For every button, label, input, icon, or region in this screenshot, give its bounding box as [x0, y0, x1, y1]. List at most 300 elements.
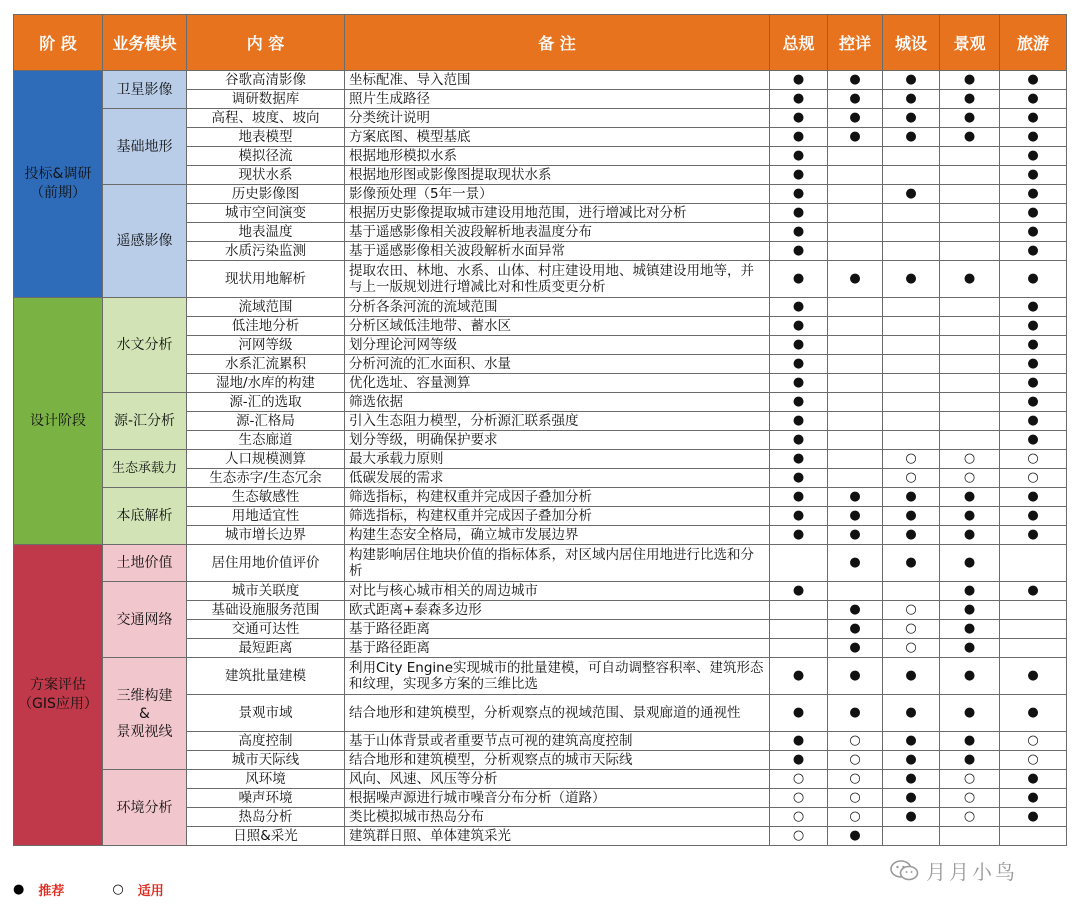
mark-lvyou: ●	[1000, 166, 1067, 185]
watermark-text: 月月小鸟	[926, 860, 1018, 884]
mark-lvyou: ●	[1000, 658, 1067, 695]
mark-zonggui: ●	[770, 469, 828, 488]
mark-chengshe: ●	[883, 695, 940, 732]
note-cell: 基于山体背景或者重要节点可视的建筑高度控制	[345, 732, 770, 751]
note-cell: 划分理论河网等级	[345, 336, 770, 355]
mark-kongxiang	[828, 298, 883, 317]
mark-zonggui: ●	[770, 223, 828, 242]
header-note: 备 注	[345, 15, 770, 71]
mark-kongxiang: ●	[828, 261, 883, 298]
mark-jingguan	[940, 298, 1000, 317]
mark-lvyou: ○	[1000, 450, 1067, 469]
mark-zonggui: ●	[770, 658, 828, 695]
mark-chengshe: ●	[883, 90, 940, 109]
mark-lvyou: ●	[1000, 147, 1067, 166]
content-cell: 人口规模测算	[187, 450, 345, 469]
mark-jingguan: ●	[940, 526, 1000, 545]
content-cell: 地表模型	[187, 128, 345, 147]
content-cell: 热岛分析	[187, 808, 345, 827]
mark-kongxiang: ●	[828, 526, 883, 545]
mark-kongxiang: ○	[828, 732, 883, 751]
module-cell: 卫星影像	[103, 71, 187, 109]
mark-lvyou: ●	[1000, 808, 1067, 827]
mark-chengshe	[883, 355, 940, 374]
table-row	[14, 545, 1067, 582]
mark-chengshe: ●	[883, 789, 940, 808]
mark-kongxiang: ●	[828, 488, 883, 507]
mark-zonggui: ●	[770, 185, 828, 204]
module-cell: 遥感影像	[103, 185, 187, 298]
mark-lvyou: ●	[1000, 582, 1067, 601]
content-cell: 源-汇的选取	[187, 393, 345, 412]
mark-jingguan	[940, 827, 1000, 846]
mark-jingguan: ●	[940, 545, 1000, 582]
mark-chengshe: ●	[883, 185, 940, 204]
content-cell: 噪声环境	[187, 789, 345, 808]
mark-zonggui: ●	[770, 90, 828, 109]
table-row	[14, 450, 1067, 469]
mark-kongxiang	[828, 336, 883, 355]
note-cell: 基于遥感影像相关波段解析水面异常	[345, 242, 770, 261]
mark-lvyou: ●	[1000, 355, 1067, 374]
note-cell: 筛选指标，构建权重并完成因子叠加分析	[345, 488, 770, 507]
mark-jingguan: ●	[940, 732, 1000, 751]
mark-chengshe: ●	[883, 128, 940, 147]
note-cell: 基于路径距离	[345, 620, 770, 639]
content-cell: 高程、坡度、坡向	[187, 109, 345, 128]
note-cell: 风向、风速、风压等分析	[345, 770, 770, 789]
mark-kongxiang: ●	[828, 507, 883, 526]
mark-chengshe: ●	[883, 109, 940, 128]
mark-jingguan: ●	[940, 507, 1000, 526]
mark-zonggui: ●	[770, 450, 828, 469]
stage-label: 投标&调研 （前期）	[24, 166, 92, 201]
mark-chengshe	[883, 336, 940, 355]
mark-zonggui: ●	[770, 166, 828, 185]
mark-zonggui	[770, 639, 828, 658]
mark-lvyou: ●	[1000, 770, 1067, 789]
table-row	[14, 658, 1067, 695]
content-cell: 谷歌高清影像	[187, 71, 345, 90]
mark-lvyou: ●	[1000, 789, 1067, 808]
content-cell: 调研数据库	[187, 90, 345, 109]
module-cell: 生态承载力	[103, 450, 187, 488]
mark-zonggui: ●	[770, 431, 828, 450]
mark-zonggui: ●	[770, 336, 828, 355]
content-cell: 河网等级	[187, 336, 345, 355]
mark-jingguan	[940, 412, 1000, 431]
mark-jingguan: ○	[940, 450, 1000, 469]
mark-zonggui: ●	[770, 751, 828, 770]
mark-zonggui: ●	[770, 109, 828, 128]
mark-kongxiang: ○	[828, 789, 883, 808]
mark-kongxiang	[828, 166, 883, 185]
content-cell: 模拟径流	[187, 147, 345, 166]
mark-lvyou	[1000, 545, 1067, 582]
note-cell: 根据地形模拟水系	[345, 147, 770, 166]
note-cell: 建筑群日照、单体建筑采光	[345, 827, 770, 846]
mark-zonggui	[770, 601, 828, 620]
module-cell: 源-汇分析	[103, 393, 187, 450]
note-cell: 筛选依据	[345, 393, 770, 412]
content-cell: 水系汇流累积	[187, 355, 345, 374]
table-row	[14, 109, 1067, 128]
content-cell: 城市关联度	[187, 582, 345, 601]
mark-zonggui: ●	[770, 128, 828, 147]
mark-kongxiang: ●	[828, 109, 883, 128]
mark-zonggui: ●	[770, 695, 828, 732]
mark-kongxiang	[828, 412, 883, 431]
content-cell: 建筑批量建模	[187, 658, 345, 695]
mark-zonggui	[770, 545, 828, 582]
mark-kongxiang: ●	[828, 90, 883, 109]
mark-chengshe	[883, 412, 940, 431]
mark-chengshe: ●	[883, 808, 940, 827]
content-cell: 流域范围	[187, 298, 345, 317]
mark-jingguan	[940, 223, 1000, 242]
note-cell: 利用City Engine实现城市的批量建模，可自动调整容积率、建筑形态和纹理，实现多方案的三维比选	[345, 658, 770, 695]
table-row	[14, 393, 1067, 412]
mark-lvyou	[1000, 639, 1067, 658]
mark-kongxiang: ○	[828, 751, 883, 770]
note-cell: 结合地形和建筑模型，分析观察点的城市天际线	[345, 751, 770, 770]
mark-kongxiang	[828, 317, 883, 336]
note-cell: 构建生态安全格局，确立城市发展边界	[345, 526, 770, 545]
mark-chengshe: ●	[883, 751, 940, 770]
content-cell: 水质污染监测	[187, 242, 345, 261]
content-cell: 城市天际线	[187, 751, 345, 770]
table-row	[14, 770, 1067, 789]
mark-lvyou: ○	[1000, 469, 1067, 488]
mark-chengshe: ○	[883, 620, 940, 639]
mark-chengshe	[883, 827, 940, 846]
mark-zonggui: ●	[770, 393, 828, 412]
mark-kongxiang: ●	[828, 620, 883, 639]
content-cell: 交通可达性	[187, 620, 345, 639]
mark-kongxiang	[828, 450, 883, 469]
mark-jingguan: ●	[940, 582, 1000, 601]
mark-kongxiang	[828, 582, 883, 601]
mark-kongxiang: ●	[828, 658, 883, 695]
mark-jingguan: ●	[940, 488, 1000, 507]
content-cell: 生态敏感性	[187, 488, 345, 507]
content-cell: 用地适宜性	[187, 507, 345, 526]
note-cell: 构建影响居住地块价值的指标体系，对区域内居住用地进行比选和分析	[345, 545, 770, 582]
mark-zonggui: ●	[770, 355, 828, 374]
table-row	[14, 488, 1067, 507]
note-cell: 照片生成路径	[345, 90, 770, 109]
mark-chengshe: ●	[883, 71, 940, 90]
mark-chengshe: ○	[883, 601, 940, 620]
mark-kongxiang	[828, 147, 883, 166]
content-cell: 生态廊道	[187, 431, 345, 450]
mark-jingguan	[940, 355, 1000, 374]
mark-kongxiang: ○	[828, 770, 883, 789]
mark-jingguan	[940, 431, 1000, 450]
mark-chengshe: ●	[883, 261, 940, 298]
note-cell: 低碳发展的需求	[345, 469, 770, 488]
mark-chengshe: ●	[883, 507, 940, 526]
table-row	[14, 71, 1067, 90]
mark-lvyou	[1000, 620, 1067, 639]
mark-jingguan	[940, 242, 1000, 261]
applicable-circle-icon: ○	[112, 882, 124, 897]
note-cell: 欧式距离+泰森多边形	[345, 601, 770, 620]
mark-chengshe	[883, 374, 940, 393]
header-chengshe: 城设	[883, 15, 940, 71]
mark-chengshe: ●	[883, 526, 940, 545]
mark-zonggui: ●	[770, 732, 828, 751]
mark-lvyou: ●	[1000, 431, 1067, 450]
recommended-dot-icon: ●	[13, 882, 25, 897]
content-cell: 景观市域	[187, 695, 345, 732]
stage-cell	[14, 298, 103, 545]
legend-recommended-label: 推荐	[38, 884, 65, 899]
mark-zonggui: ●	[770, 317, 828, 336]
note-cell: 最大承载力原则	[345, 450, 770, 469]
mark-jingguan	[940, 336, 1000, 355]
module-cell: 环境分析	[103, 770, 187, 846]
mark-zonggui: ○	[770, 770, 828, 789]
mark-kongxiang	[828, 469, 883, 488]
content-cell: 生态赤字/生态冗余	[187, 469, 345, 488]
header-stage: 阶 段	[14, 15, 103, 71]
mark-kongxiang	[828, 374, 883, 393]
module-cell: 三维构建 & 景观视线	[103, 658, 187, 770]
mark-lvyou: ●	[1000, 223, 1067, 242]
gis-application-table	[13, 14, 1067, 846]
mark-lvyou: ●	[1000, 242, 1067, 261]
mark-zonggui: ●	[770, 526, 828, 545]
mark-lvyou: ○	[1000, 751, 1067, 770]
mark-jingguan	[940, 166, 1000, 185]
mark-jingguan: ○	[940, 770, 1000, 789]
mark-chengshe	[883, 317, 940, 336]
mark-lvyou	[1000, 827, 1067, 846]
mark-lvyou	[1000, 601, 1067, 620]
mark-kongxiang	[828, 185, 883, 204]
mark-kongxiang: ●	[828, 128, 883, 147]
note-cell: 基于路径距离	[345, 639, 770, 658]
content-cell: 基础设施服务范围	[187, 601, 345, 620]
module-cell: 交通网络	[103, 582, 187, 658]
stage-label: 设计阶段	[30, 412, 86, 429]
mark-zonggui: ●	[770, 71, 828, 90]
header-content: 内 容	[187, 15, 345, 71]
note-cell: 优化选址、容量测算	[345, 374, 770, 393]
mark-chengshe	[883, 166, 940, 185]
mark-zonggui: ●	[770, 242, 828, 261]
mark-jingguan: ○	[940, 789, 1000, 808]
mark-kongxiang: ●	[828, 601, 883, 620]
note-cell: 根据噪声源进行城市噪音分布分析（道路）	[345, 789, 770, 808]
mark-kongxiang	[828, 393, 883, 412]
legend-applicable-label: 适用	[137, 884, 164, 899]
content-cell: 城市增长边界	[187, 526, 345, 545]
header-lvyou: 旅游	[1000, 15, 1067, 71]
mark-lvyou: ●	[1000, 488, 1067, 507]
mark-jingguan: ○	[940, 469, 1000, 488]
stage-cell	[14, 545, 103, 846]
content-cell: 现状用地解析	[187, 261, 345, 298]
note-cell: 根据历史影像提取城市建设用地范围，进行增减比对分析	[345, 204, 770, 223]
module-cell: 本底解析	[103, 488, 187, 545]
note-cell: 划分等级，明确保护要求	[345, 431, 770, 450]
mark-jingguan: ●	[940, 90, 1000, 109]
note-cell: 分析区域低洼地带、蓄水区	[345, 317, 770, 336]
mark-jingguan: ●	[940, 658, 1000, 695]
mark-zonggui: ●	[770, 374, 828, 393]
mark-jingguan: ○	[940, 808, 1000, 827]
note-cell: 筛选指标，构建权重并完成因子叠加分析	[345, 507, 770, 526]
note-cell: 引入生态阻力模型，分析源汇联系强度	[345, 412, 770, 431]
mark-lvyou: ●	[1000, 317, 1067, 336]
mark-jingguan	[940, 317, 1000, 336]
mark-chengshe	[883, 431, 940, 450]
content-cell: 现状水系	[187, 166, 345, 185]
mark-chengshe: ●	[883, 488, 940, 507]
mark-lvyou: ●	[1000, 695, 1067, 732]
mark-chengshe: ●	[883, 545, 940, 582]
stage-label: 方案评估 （GIS应用）	[18, 677, 98, 712]
mark-chengshe: ○	[883, 450, 940, 469]
content-cell: 高度控制	[187, 732, 345, 751]
content-cell: 源-汇格局	[187, 412, 345, 431]
mark-chengshe	[883, 223, 940, 242]
mark-chengshe: ●	[883, 770, 940, 789]
watermark	[890, 856, 1018, 885]
content-cell: 湿地/水库的构建	[187, 374, 345, 393]
mark-zonggui: ●	[770, 147, 828, 166]
mark-lvyou: ●	[1000, 90, 1067, 109]
mark-zonggui: ○	[770, 789, 828, 808]
note-cell: 分析河流的汇水面积、水量	[345, 355, 770, 374]
mark-lvyou: ●	[1000, 298, 1067, 317]
note-cell: 对比与核心城市相关的周边城市	[345, 582, 770, 601]
header-zonggui: 总规	[770, 15, 828, 71]
note-cell: 坐标配准、导入范围	[345, 71, 770, 90]
mark-zonggui: ●	[770, 582, 828, 601]
mark-lvyou: ●	[1000, 128, 1067, 147]
legend	[13, 880, 164, 899]
mark-zonggui: ●	[770, 204, 828, 223]
mark-jingguan: ●	[940, 751, 1000, 770]
mark-kongxiang	[828, 204, 883, 223]
wechat-icon	[890, 859, 920, 883]
module-cell: 土地价值	[103, 545, 187, 582]
note-cell: 提取农田、林地、水系、山体、村庄建设用地、城镇建设用地等，并与上一版规划进行增减比对和性质变更分析	[345, 261, 770, 298]
note-cell: 分类统计说明	[345, 109, 770, 128]
mark-jingguan: ●	[940, 128, 1000, 147]
header-jingguan: 景观	[940, 15, 1000, 71]
mark-kongxiang: ●	[828, 827, 883, 846]
module-cell: 水文分析	[103, 298, 187, 393]
mark-jingguan	[940, 374, 1000, 393]
mark-zonggui: ○	[770, 808, 828, 827]
table-row	[14, 298, 1067, 317]
mark-kongxiang	[828, 242, 883, 261]
mark-zonggui: ●	[770, 412, 828, 431]
mark-kongxiang: ●	[828, 695, 883, 732]
mark-jingguan	[940, 393, 1000, 412]
mark-chengshe: ○	[883, 639, 940, 658]
note-cell: 分析各条河流的流域范围	[345, 298, 770, 317]
mark-jingguan: ●	[940, 261, 1000, 298]
mark-kongxiang	[828, 431, 883, 450]
mark-lvyou: ●	[1000, 204, 1067, 223]
mark-kongxiang: ●	[828, 71, 883, 90]
mark-lvyou: ●	[1000, 109, 1067, 128]
mark-lvyou: ●	[1000, 412, 1067, 431]
table-row	[14, 185, 1067, 204]
note-cell: 根据地形图或影像图提取现状水系	[345, 166, 770, 185]
mark-chengshe	[883, 393, 940, 412]
mark-lvyou: ○	[1000, 732, 1067, 751]
stage-cell	[14, 71, 103, 298]
mark-chengshe: ●	[883, 658, 940, 695]
content-cell: 风环境	[187, 770, 345, 789]
mark-chengshe: ○	[883, 469, 940, 488]
table-row	[14, 582, 1067, 601]
mark-lvyou: ●	[1000, 507, 1067, 526]
mark-zonggui: ●	[770, 298, 828, 317]
mark-kongxiang: ●	[828, 639, 883, 658]
table-header-row	[14, 15, 1067, 71]
header-module: 业务模块	[103, 15, 187, 71]
mark-jingguan: ●	[940, 620, 1000, 639]
mark-lvyou: ●	[1000, 393, 1067, 412]
content-cell: 居住用地价值评价	[187, 545, 345, 582]
mark-jingguan: ●	[940, 601, 1000, 620]
note-cell: 类比模拟城市热岛分布	[345, 808, 770, 827]
mark-zonggui: ○	[770, 827, 828, 846]
content-cell: 最短距离	[187, 639, 345, 658]
mark-lvyou: ●	[1000, 261, 1067, 298]
mark-lvyou: ●	[1000, 185, 1067, 204]
content-cell: 地表温度	[187, 223, 345, 242]
mark-zonggui: ●	[770, 488, 828, 507]
mark-jingguan: ●	[940, 639, 1000, 658]
note-cell: 影像预处理（5年一景）	[345, 185, 770, 204]
content-cell: 日照&采光	[187, 827, 345, 846]
note-cell: 结合地形和建筑模型，分析观察点的视域范围、景观廊道的通视性	[345, 695, 770, 732]
mark-kongxiang	[828, 223, 883, 242]
mark-chengshe: ●	[883, 732, 940, 751]
mark-chengshe	[883, 204, 940, 223]
module-cell: 基础地形	[103, 109, 187, 185]
mark-chengshe	[883, 242, 940, 261]
mark-jingguan: ●	[940, 109, 1000, 128]
content-cell: 城市空间演变	[187, 204, 345, 223]
mark-kongxiang: ○	[828, 808, 883, 827]
mark-chengshe	[883, 298, 940, 317]
note-cell: 基于遥感影像相关波段解析地表温度分布	[345, 223, 770, 242]
mark-jingguan	[940, 185, 1000, 204]
content-cell: 历史影像图	[187, 185, 345, 204]
mark-chengshe	[883, 147, 940, 166]
header-kongxiang: 控详	[828, 15, 883, 71]
mark-jingguan: ●	[940, 71, 1000, 90]
content-cell: 低洼地分析	[187, 317, 345, 336]
mark-zonggui: ●	[770, 507, 828, 526]
mark-lvyou: ●	[1000, 71, 1067, 90]
mark-zonggui	[770, 620, 828, 639]
mark-lvyou: ●	[1000, 374, 1067, 393]
mark-jingguan	[940, 147, 1000, 166]
note-cell: 方案底图、模型基底	[345, 128, 770, 147]
mark-lvyou: ●	[1000, 526, 1067, 545]
mark-kongxiang: ●	[828, 545, 883, 582]
